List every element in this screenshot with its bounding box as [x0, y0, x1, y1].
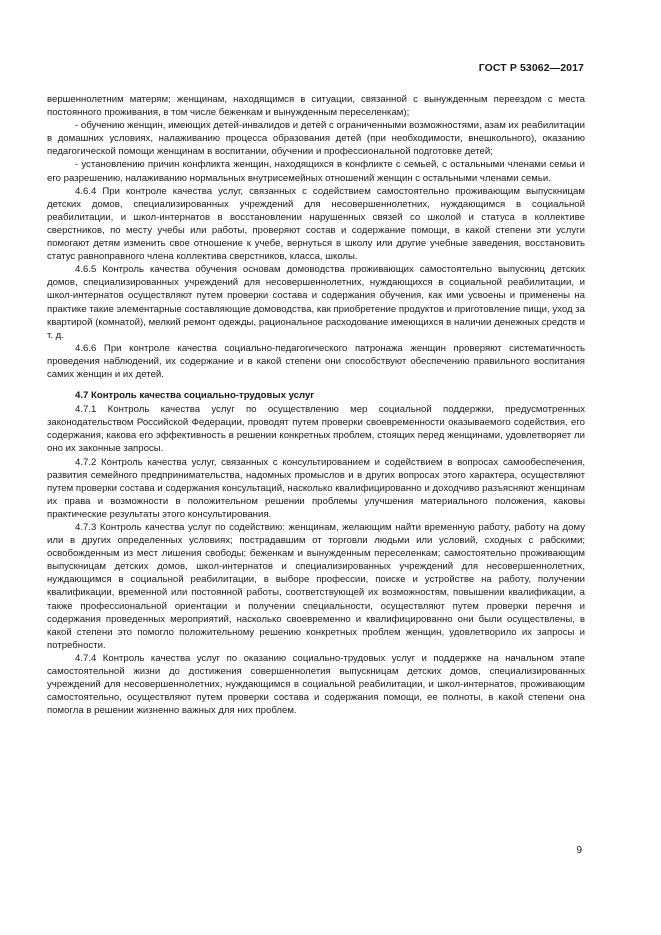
- paragraph-4-7-3: 4.7.3 Контроль качества услуг по содействию: женщинам, желающим найти временную работу, работу на дому или в других определенных условиях; пострадавшим от торговли людьми или условий, сходных с рабскими; освобожденным из мест лишения свободы; беженкам и вынужденным переселенкам; самостоятельно проживающим выпускницам детских домов, школ-интернатов и специализированных учреждений для несовершеннолетних, нуждающимся в социальной реабилитации, в выборе профессии, поиске и устройстве на работу, получении квалификации, временной или постоянной работы, соответствующей их возможностям, повышении квалификации, а также профессиональной ориентации и получении специальности, осуществляют путем проверки перечня и содержания проведенных мероприятий, насколько своевременно и квалифицированно они были осуществлены, в какой степени это помогло положительному решению конкретных проблем женщин, удовлетворило их запросы и потребности.: [47, 522, 585, 651]
- paragraph-continuation: вершеннолетним матерям; женщинам, находящимся в ситуации, связанной с вынужденным переездом с места постоянного проживания, в том числе беженкам и вынужденным переселенкам);: [47, 94, 585, 119]
- list-item-education: - обучению женщин, имеющих детей-инвалидов и детей с ограниченными возможностями, азам их реабилитации в домашних условиях, налаживанию процесса образования детей (при необходимости, внешкольного), оказанию педагогической помощи женщинам в воспитании, обучении и профессиональной подготовке детей;: [47, 120, 585, 158]
- paragraph-4-6-5: 4.6.5 Контроль качества обучения основам домоводства проживающих самостоятельно выпускниц детских домов, специализированных учреждений для несовершеннолетних, нуждающихся в социальной реабилитации, и школ-интернатов осуществляют путем проверки состава и содержания обучения, как ими усвоены и применены на практике такие элементарные составляющие домоводства, как приобретение продуктов и приготовление пищи, уход за квартирой (комнатой), мелкий ремонт одежды, рациональное расходование имеющихся в наличии денежных средств и т. д.: [47, 264, 585, 341]
- document-body: [47, 93, 585, 717]
- standard-code-header: ГОСТ Р 53062—2017: [478, 62, 584, 74]
- paragraph-4-7-1: 4.7.1 Контроль качества услуг по осуществлению мер социальной поддержки, предусмотренных законодательством Российской Федерации, проводят путем проверки своевременности оказываемого содействия, его содержания, какова его эффективность в решении конкретных проблем, стоящих перед женщинами, удовлетворяет ли оно их законные запросы.: [47, 404, 585, 455]
- page-number: 9: [576, 845, 582, 856]
- paragraph-4-6-6: 4.6.6 При контроле качества социально-педагогического патронажа женщин проверяют систематичность проведения наблюдений, их содержание и в какой степени они способствуют обеспечению правильного воспитания самих женщин и их детей.: [47, 342, 585, 380]
- paragraph-4-7-2: 4.7.2 Контроль качества услуг, связанных с консультированием и содействием в вопросах самообеспечения, развития семейного предпринимательства, надомных промыслов и в других вопросах этого характера, осуществляют путем проверки состава и содержания консультаций, насколько квалифицированно и доходчиво разъясняют женщинам их права и возможности в положительном решении проблемы улучшения материального положения, каковы практические результаты этого консультирования.: [47, 456, 585, 520]
- paragraph-4-7-4: 4.7.4 Контроль качества услуг по оказанию социально-трудовых услуг и поддержке на начальном этапе самостоятельной жизни до достижения совершеннолетия выпускницам детских домов, специализированных учреждений для несовершеннолетних, нуждающимся в социальной реабилитации, и школ-интернатов, проживающим самостоятельно, осуществляют путем проверки состава и содержания помощи, ее полноты, в какой степени она помогла в решении жизненно важных для них проблем.: [47, 652, 585, 717]
- list-item-conflict: - установлению причин конфликта женщин, находящихся в конфликте с семьей, с остальными членами семьи и его разрешению, налаживанию нормальных внутрисемейных отношений женщин с остальными членами семьи.: [47, 159, 585, 184]
- paragraph-4-6-4: 4.6.4 При контроле качества услуг, связанных с содействием самостоятельно проживающим выпускницам детских домов, специализированных учреждений для несовершеннолетних, нуждающимся в социальной реабилитации, и школ-интернатов в восстановлении нарушенных связей со школой и статуса в коллективе сверстников, по месту учебы или работы, проверяют состав и содержание помощи, в какой степени эти услуги помогают детям изменить свое отношение к учебе, вернуться в школу или другие учебные заведения, восстановить статус равноправного члена коллектива сверстников, класса, школы.: [47, 185, 585, 263]
- section-heading-4-7: 4.7 Контроль качества социально-трудовых услуг: [75, 390, 315, 402]
